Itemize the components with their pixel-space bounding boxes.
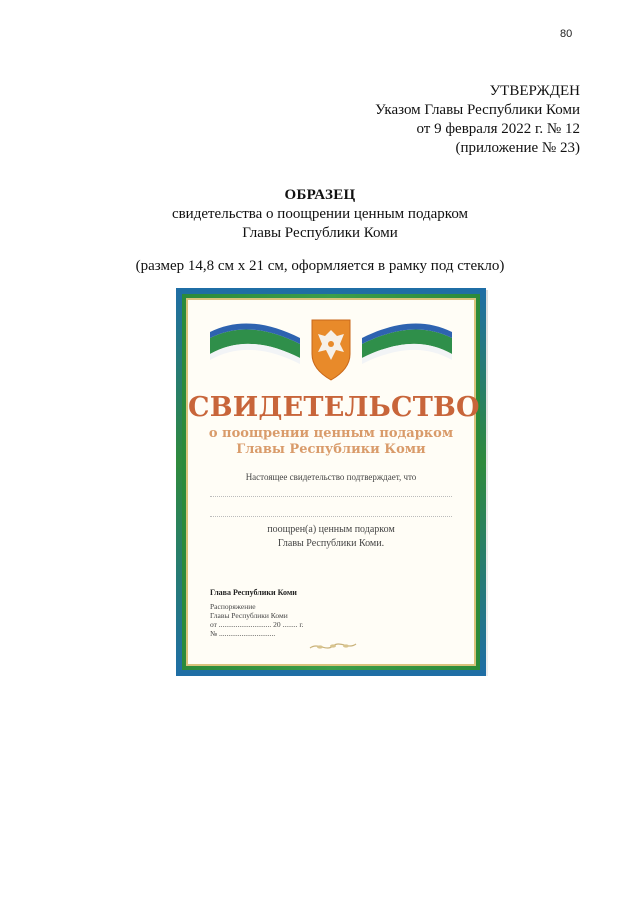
page-number: 80 <box>560 28 573 40</box>
certificate-order-issuer: Главы Республики Коми <box>210 611 288 620</box>
heading-line-2: свидетельства о поощрении ценным подарком <box>171 206 469 222</box>
size-note: (размер 14,8 см x 21 см, оформляется в рамку под стекло) <box>135 258 505 274</box>
certificate-order-label: Распоряжение <box>210 602 256 611</box>
approval-line-1: УТВЕРЖДЕН <box>489 83 580 99</box>
document-heading <box>0 186 640 243</box>
certificate-order-number: № .............................. <box>210 629 276 638</box>
certificate-shadow <box>486 290 488 676</box>
certificate-sample <box>176 288 486 676</box>
floral-ornament-icon <box>306 638 360 654</box>
approval-line-4: (приложение № 23) <box>455 140 580 156</box>
flag-ribbon-with-coat-of-arms-icon <box>208 314 454 384</box>
certificate-name-line-2 <box>210 516 452 517</box>
certificate-order-date: от ............................ 20 ........ г. <box>210 620 304 629</box>
certificate-awarded-line-1: поощрен(а) ценным подарком <box>267 524 395 535</box>
heading-title: ОБРАЗЕЦ <box>284 187 356 203</box>
approval-line-3: от 9 февраля 2022 г. № 12 <box>416 121 580 137</box>
certificate-inner <box>188 300 480 664</box>
certificate-confirm-text: Настоящее свидетельство подтверждает, что <box>245 472 417 482</box>
certificate-awarded-line-2: Главы Республики Коми. <box>277 538 385 549</box>
certificate-title: СВИДЕТЕЛЬСТВО <box>188 392 480 423</box>
certificate-subtitle-line-1: о поощрении ценным подарком <box>208 426 454 441</box>
approval-line-2: Указом Главы Республики Коми <box>375 102 580 118</box>
certificate-subtitle <box>188 426 474 458</box>
certificate-signature-title: Глава Республики Коми <box>210 588 297 597</box>
certificate-name-line-1 <box>210 496 452 497</box>
certificate-subtitle-line-2: Главы Республики Коми <box>236 442 426 457</box>
heading-line-3: Главы Республики Коми <box>242 225 398 241</box>
approval-stamp <box>375 82 580 158</box>
